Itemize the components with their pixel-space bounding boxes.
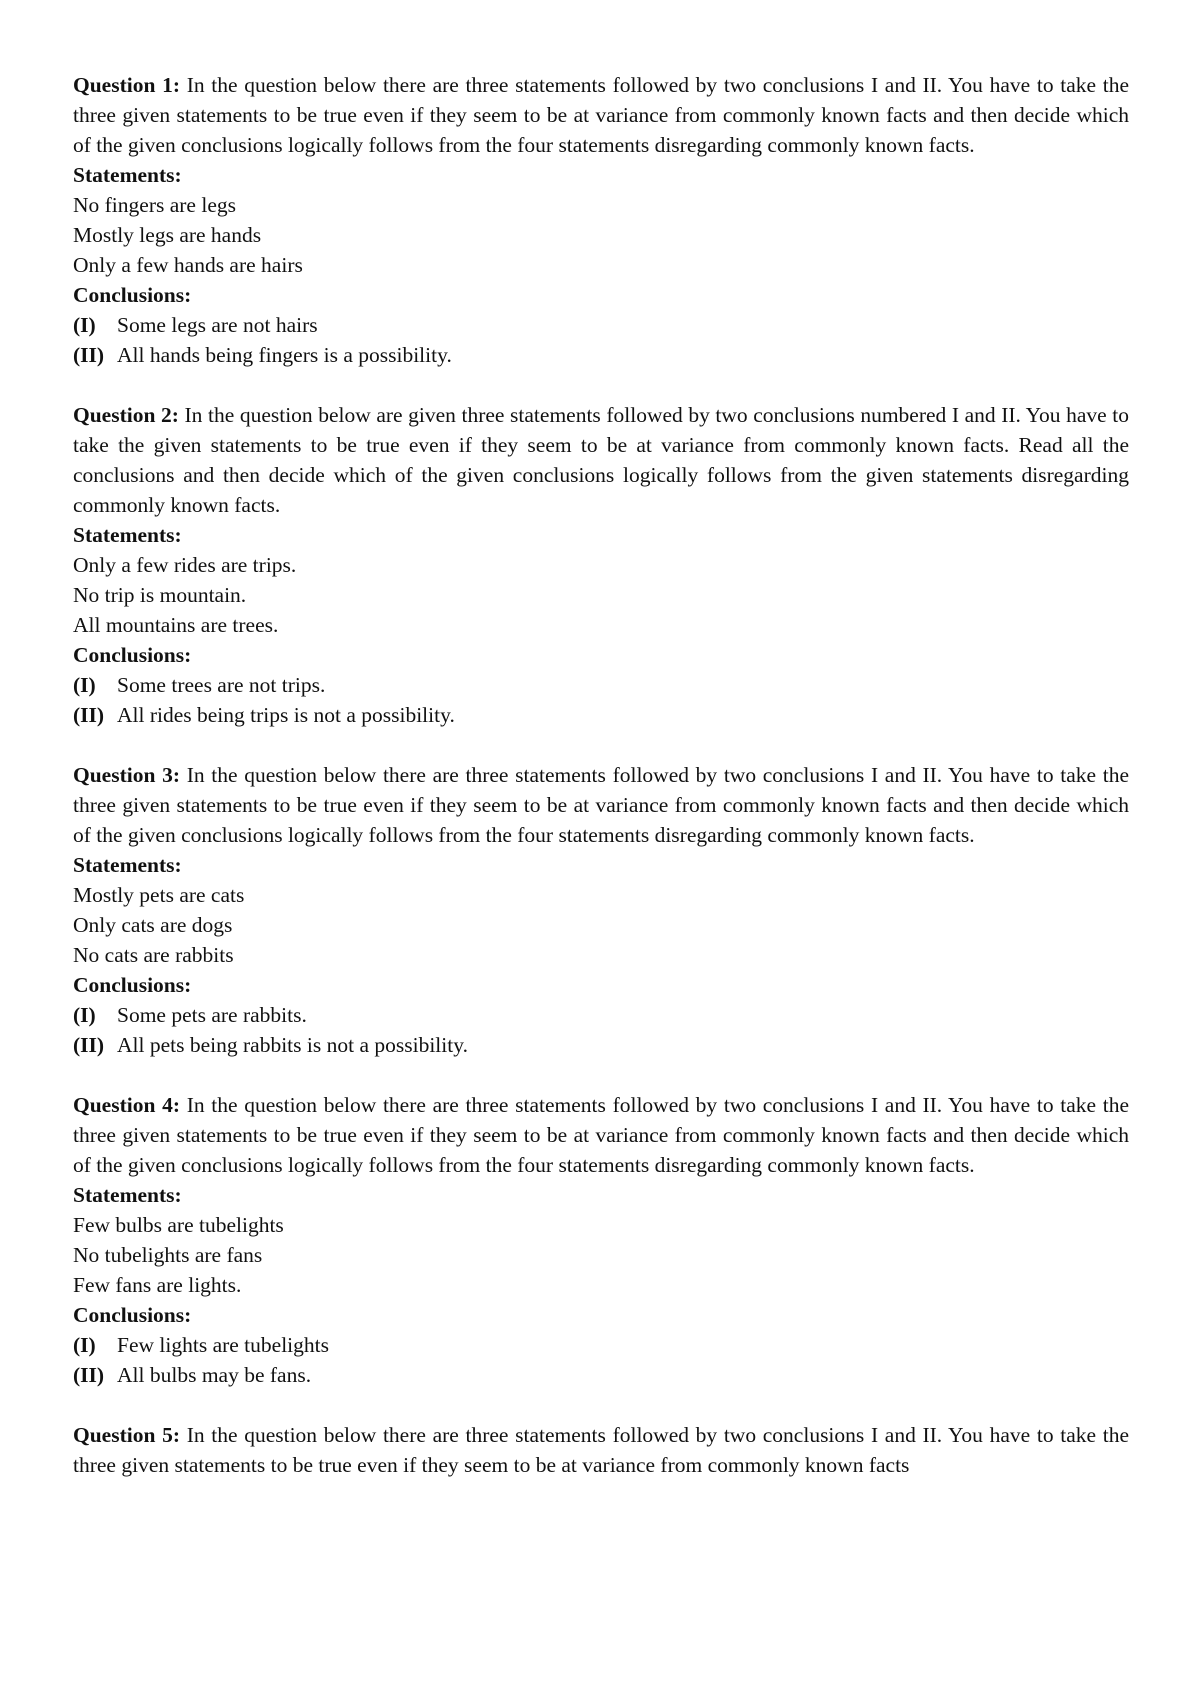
conclusion <box>73 1030 1129 1060</box>
statement: Mostly pets are cats <box>73 883 245 907</box>
question-prompt <box>73 1420 1129 1480</box>
question-prompt <box>73 1090 1129 1180</box>
conclusion <box>73 1000 1129 1030</box>
statement: No fingers are legs <box>73 193 236 217</box>
statements-heading: Statements: <box>73 163 182 187</box>
question-label: Question 5: <box>73 1423 181 1447</box>
question-text: In the question below there are three statements followed by two conclusions I and II. You have to take the three given statements to be true even if they seem to be at variance from commonly known facts and then decide which of the given conclusions logically follows from the four statements disregarding commonly known facts. <box>73 73 1130 157</box>
conclusion-number: (I) <box>73 1333 96 1357</box>
statement: All mountains are trees. <box>73 613 279 637</box>
conclusion <box>73 1360 1129 1390</box>
statement: Only a few rides are trips. <box>73 553 297 577</box>
statement: No cats are rabbits <box>73 943 234 967</box>
question-1 <box>73 70 1129 370</box>
conclusion-number: (II) <box>73 703 105 727</box>
question-prompt <box>73 400 1129 520</box>
conclusion <box>73 1330 1129 1360</box>
conclusion-number: (II) <box>73 1363 105 1387</box>
statements-heading: Statements: <box>73 523 182 547</box>
conclusion-number: (I) <box>73 1003 96 1027</box>
statement: No trip is mountain. <box>73 583 247 607</box>
question-text: In the question below there are three statements followed by two conclusions I and II. You have to take the three given statements to be true even if they seem to be at variance from commonly known facts <box>73 1423 1130 1477</box>
conclusion-text: Some trees are not trips. <box>117 673 326 697</box>
conclusions-heading: Conclusions: <box>73 973 192 997</box>
conclusion <box>73 700 1129 730</box>
question-2 <box>73 400 1129 730</box>
statement: Only a few hands are hairs <box>73 253 303 277</box>
question-prompt <box>73 760 1129 850</box>
question-prompt <box>73 70 1129 160</box>
conclusion-number: (II) <box>73 1033 105 1057</box>
statement: Few bulbs are tubelights <box>73 1213 284 1237</box>
conclusion-text: Few lights are tubelights <box>117 1333 329 1357</box>
conclusion-text: All bulbs may be fans. <box>117 1363 312 1387</box>
question-4 <box>73 1090 1129 1390</box>
statements-heading: Statements: <box>73 853 182 877</box>
conclusion-text: Some pets are rabbits. <box>117 1003 307 1027</box>
question-3 <box>73 760 1129 1060</box>
question-label: Question 4: <box>73 1093 181 1117</box>
question-5 <box>73 1420 1129 1480</box>
question-text: In the question below there are three statements followed by two conclusions I and II. You have to take the three given statements to be true even if they seem to be at variance from commonly known facts and then decide which of the given conclusions logically follows from the four statements disregarding commonly known facts. <box>73 1093 1130 1177</box>
conclusions-heading: Conclusions: <box>73 283 192 307</box>
statement: Only cats are dogs <box>73 913 233 937</box>
question-label: Question 2: <box>73 403 179 427</box>
question-text: In the question below there are three statements followed by two conclusions I and II. You have to take the three given statements to be true even if they seem to be at variance from commonly known facts and then decide which of the given conclusions logically follows from the four statements disregarding commonly known facts. <box>73 763 1130 847</box>
statement: No tubelights are fans <box>73 1243 263 1267</box>
statements-heading: Statements: <box>73 1183 182 1207</box>
conclusion-text: All hands being fingers is a possibility. <box>117 343 452 367</box>
conclusion-text: All pets being rabbits is not a possibility. <box>117 1033 468 1057</box>
conclusions-heading: Conclusions: <box>73 1303 192 1327</box>
statement: Mostly legs are hands <box>73 223 262 247</box>
conclusion-number: (II) <box>73 343 105 367</box>
conclusion <box>73 340 1129 370</box>
question-label: Question 3: <box>73 763 181 787</box>
question-label: Question 1: <box>73 73 181 97</box>
conclusion <box>73 670 1129 700</box>
conclusion-number: (I) <box>73 313 96 337</box>
conclusion-text: All rides being trips is not a possibility. <box>117 703 455 727</box>
conclusion-number: (I) <box>73 673 96 697</box>
conclusions-heading: Conclusions: <box>73 643 192 667</box>
conclusion-text: Some legs are not hairs <box>117 313 318 337</box>
statement: Few fans are lights. <box>73 1273 242 1297</box>
conclusion <box>73 310 1129 340</box>
question-text: In the question below are given three statements followed by two conclusions numbered I and II. You have to take the given statements to be true even if they seem to be at variance from commonly known facts. Read all the conclusions and then decide which of the given conclusions logically follows from the given statements disregarding commonly known facts. <box>73 403 1130 517</box>
